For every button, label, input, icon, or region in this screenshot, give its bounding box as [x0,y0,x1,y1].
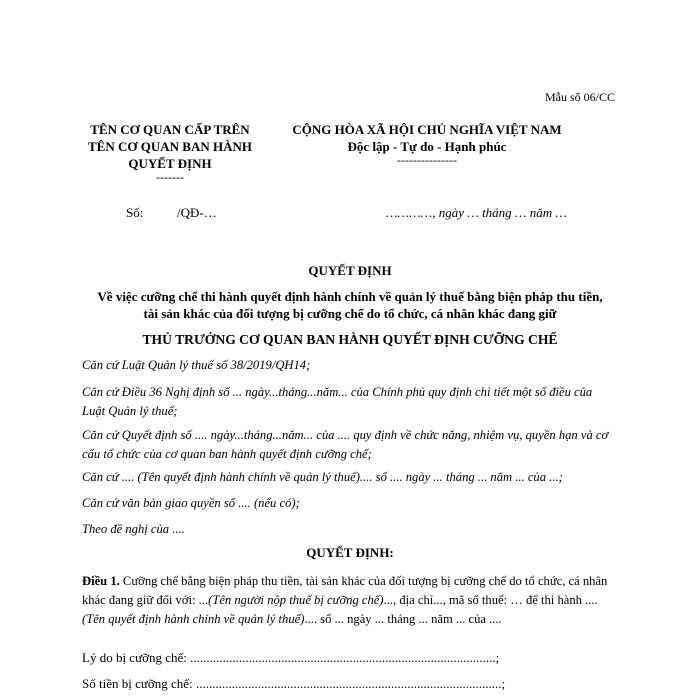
right-divider: --------------- [397,153,457,167]
basis-4: Căn cứ .... (Tên quyết định hành chính về quản lý thuế).... số .... ngày ... tháng ... năm ... của ...; [82,470,563,484]
article-1-decision-name: (Tên quyết định hành chính về quản lý thuế) [82,612,305,626]
number-label: Số: [126,205,144,220]
article-1-text-1: Cưỡng chế bằng biện pháp thu tiền, tài sản khác của đối tượng bị cưỡng chế do tổ chức, cá nhân khác đang giữ đối với: ... [82,574,608,607]
enforcement-amount-dots: ..............................................................................................; [195,676,506,691]
superior-agency: TÊN CƠ QUAN CẤP TRÊN [90,122,250,137]
form-code: Mẫu số 06/CC [545,90,616,104]
national-title: CỘNG HÒA XÃ HỘI CHỦ NGHĨA VIỆT NAM [292,122,562,137]
basis-3: Căn cứ Quyết định số .... ngày...tháng...năm... của .... quy định về chức năng, nhiệm vụ, quyền hạn và cơ cấu tổ chức của cơ quan ban hành quyết định cưỡng chế; [82,428,609,461]
decision-title: QUYẾT ĐỊNH [308,263,392,278]
number-code: /QĐ-… [177,205,217,220]
article-1 [82,572,618,629]
place-date: …………, ngày … tháng … năm … [386,205,567,220]
decides-heading: QUYẾT ĐỊNH: [306,545,394,560]
enforcement-amount [82,676,505,692]
authority-title: THỦ TRƯỞNG CƠ QUAN BAN HÀNH QUYẾT ĐỊNH CƯỠNG CHẾ [142,332,558,347]
article-1-text-2: ..., địa chỉ..., mã số thuế: … để thi hành .... [383,593,598,607]
enforcement-reason-label: Lý do bị cưỡng chế: [82,650,191,665]
enforcement-reason-dots: ..............................................................................................; [190,650,500,665]
subject-line-2: tài sản khác của đối tượng bị cưỡng chế do tổ chức, cá nhân khác đang giữ [143,306,557,321]
left-divider: ------- [156,170,184,184]
article-1-label: Điều 1. [82,574,120,588]
basis-2: Căn cứ Điều 36 Nghị định số ... ngày...tháng...năm... của Chính phủ quy định chi tiết một số điều của Luật Quản lý thuế; [82,385,593,418]
enforcement-amount-label: Số tiền bị cưỡng chế: [82,676,196,691]
issuing-agency-decision: QUYẾT ĐỊNH [128,156,212,171]
enforcement-reason [82,650,499,666]
issuing-agency: TÊN CƠ QUAN BAN HÀNH [88,139,252,154]
basis-5: Căn cứ văn bản giao quyền số .... (nếu có); [82,496,300,510]
subject-line-1: Về việc cưỡng chế thi hành quyết định hành chính về quản lý thuế bằng biện pháp thu tiền, [97,289,603,304]
national-motto: Độc lập - Tự do - Hạnh phúc [347,139,507,154]
basis-1: Căn cứ Luật Quản lý thuế số 38/2019/QH14; [82,358,311,372]
article-1-text-3: .... số ... ngày ... tháng ... năm ... của .... [304,612,502,626]
article-1-taxpayer: (Tên người nộp thuế bị cưỡng chế) [208,593,384,607]
basis-proposal: Theo đề nghị của .... [82,522,185,536]
